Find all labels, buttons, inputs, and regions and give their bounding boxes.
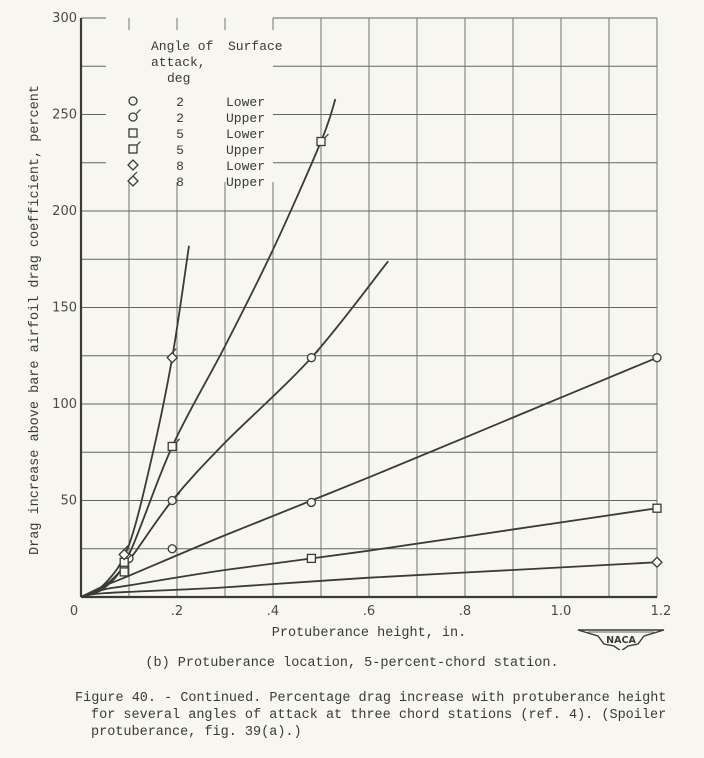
square-marker-icon: [653, 504, 661, 512]
diamond-marker-icon: [128, 160, 138, 170]
circle-marker-icon: [168, 545, 176, 553]
figure-caption-line-2: for several angles of attack at three chord stations (ref. 4). (Spoiler: [91, 708, 667, 723]
square-marker-icon: [307, 554, 315, 562]
tick-labels: [52, 11, 671, 619]
legend-surface: Lower: [226, 159, 266, 174]
naca-wings-logo-icon: [578, 630, 664, 650]
square-flag-marker-icon: [129, 142, 141, 154]
sub-caption: (b) Protuberance location, 5-percent-chord station.: [145, 656, 559, 671]
legend-surface: Lower: [226, 95, 266, 110]
diamond-marker-icon: [652, 557, 662, 567]
legend-angle: 5: [176, 127, 184, 142]
y-tick-label: 300: [52, 11, 77, 26]
grid-lines: [81, 18, 657, 597]
curve-upper-5deg: [81, 99, 335, 597]
legend-row: [128, 159, 265, 174]
legend-header: Surface: [228, 39, 283, 54]
legend-row: [129, 142, 265, 159]
x-tick-label: 1.2: [650, 604, 672, 619]
naca-logo-text: NACA: [606, 635, 636, 646]
figure-caption-line-1: Figure 40. - Continued. Percentage drag increase with protuberance height: [75, 691, 667, 706]
legend-surface: Upper: [226, 111, 266, 126]
diamond-flag-marker-icon: [167, 349, 177, 363]
y-tick-label: 50: [60, 493, 77, 509]
circle-flag-marker-icon: [129, 110, 141, 122]
legend-row: [129, 110, 265, 127]
y-tick-label: 100: [52, 397, 77, 412]
y-tick-label: 200: [52, 204, 77, 219]
x-tick-label: .4: [266, 604, 280, 619]
x-tick-label: 1.0: [550, 604, 572, 619]
legend-row: [128, 172, 265, 190]
legend-surface: Lower: [226, 127, 266, 142]
legend-angle: 8: [176, 159, 184, 174]
x-tick-label: 0: [69, 604, 79, 619]
legend-angle: 2: [176, 111, 184, 126]
y-axis-title: Drag increase above bare airfoil drag coefficient, percent: [28, 85, 43, 555]
legend-surface: Upper: [226, 175, 266, 190]
x-tick-label: .2: [170, 604, 184, 619]
legend: [128, 39, 283, 190]
circle-flag-marker-icon: [168, 493, 180, 505]
legend-angle: 8: [176, 175, 184, 190]
legend-angle: 2: [176, 95, 184, 110]
legend-row: [129, 95, 265, 110]
legend-header: attack,: [151, 55, 206, 70]
x-tick-label: .6: [362, 604, 376, 619]
figure-caption-line-3: protuberance, fig. 39(a).): [91, 725, 302, 740]
figure-caption: [75, 690, 695, 741]
legend-header: Angle of: [151, 39, 214, 54]
y-tick-label: 150: [52, 300, 77, 316]
data-markers: [119, 134, 662, 576]
x-tick-label: .8: [458, 604, 472, 619]
x-axis-title: Protuberance height, in.: [271, 626, 467, 641]
square-marker-icon: [129, 129, 137, 137]
circle-marker-icon: [653, 354, 661, 362]
square-marker-icon: [120, 568, 128, 576]
circle-marker-icon: [307, 498, 315, 506]
legend-surface: Upper: [226, 143, 266, 158]
y-tick-label: 250: [52, 107, 77, 123]
diamond-flag-marker-icon: [128, 172, 138, 186]
legend-row: [129, 127, 265, 142]
legend-header: deg: [167, 71, 191, 86]
circle-marker-icon: [129, 97, 137, 105]
legend-angle: 5: [176, 143, 184, 158]
